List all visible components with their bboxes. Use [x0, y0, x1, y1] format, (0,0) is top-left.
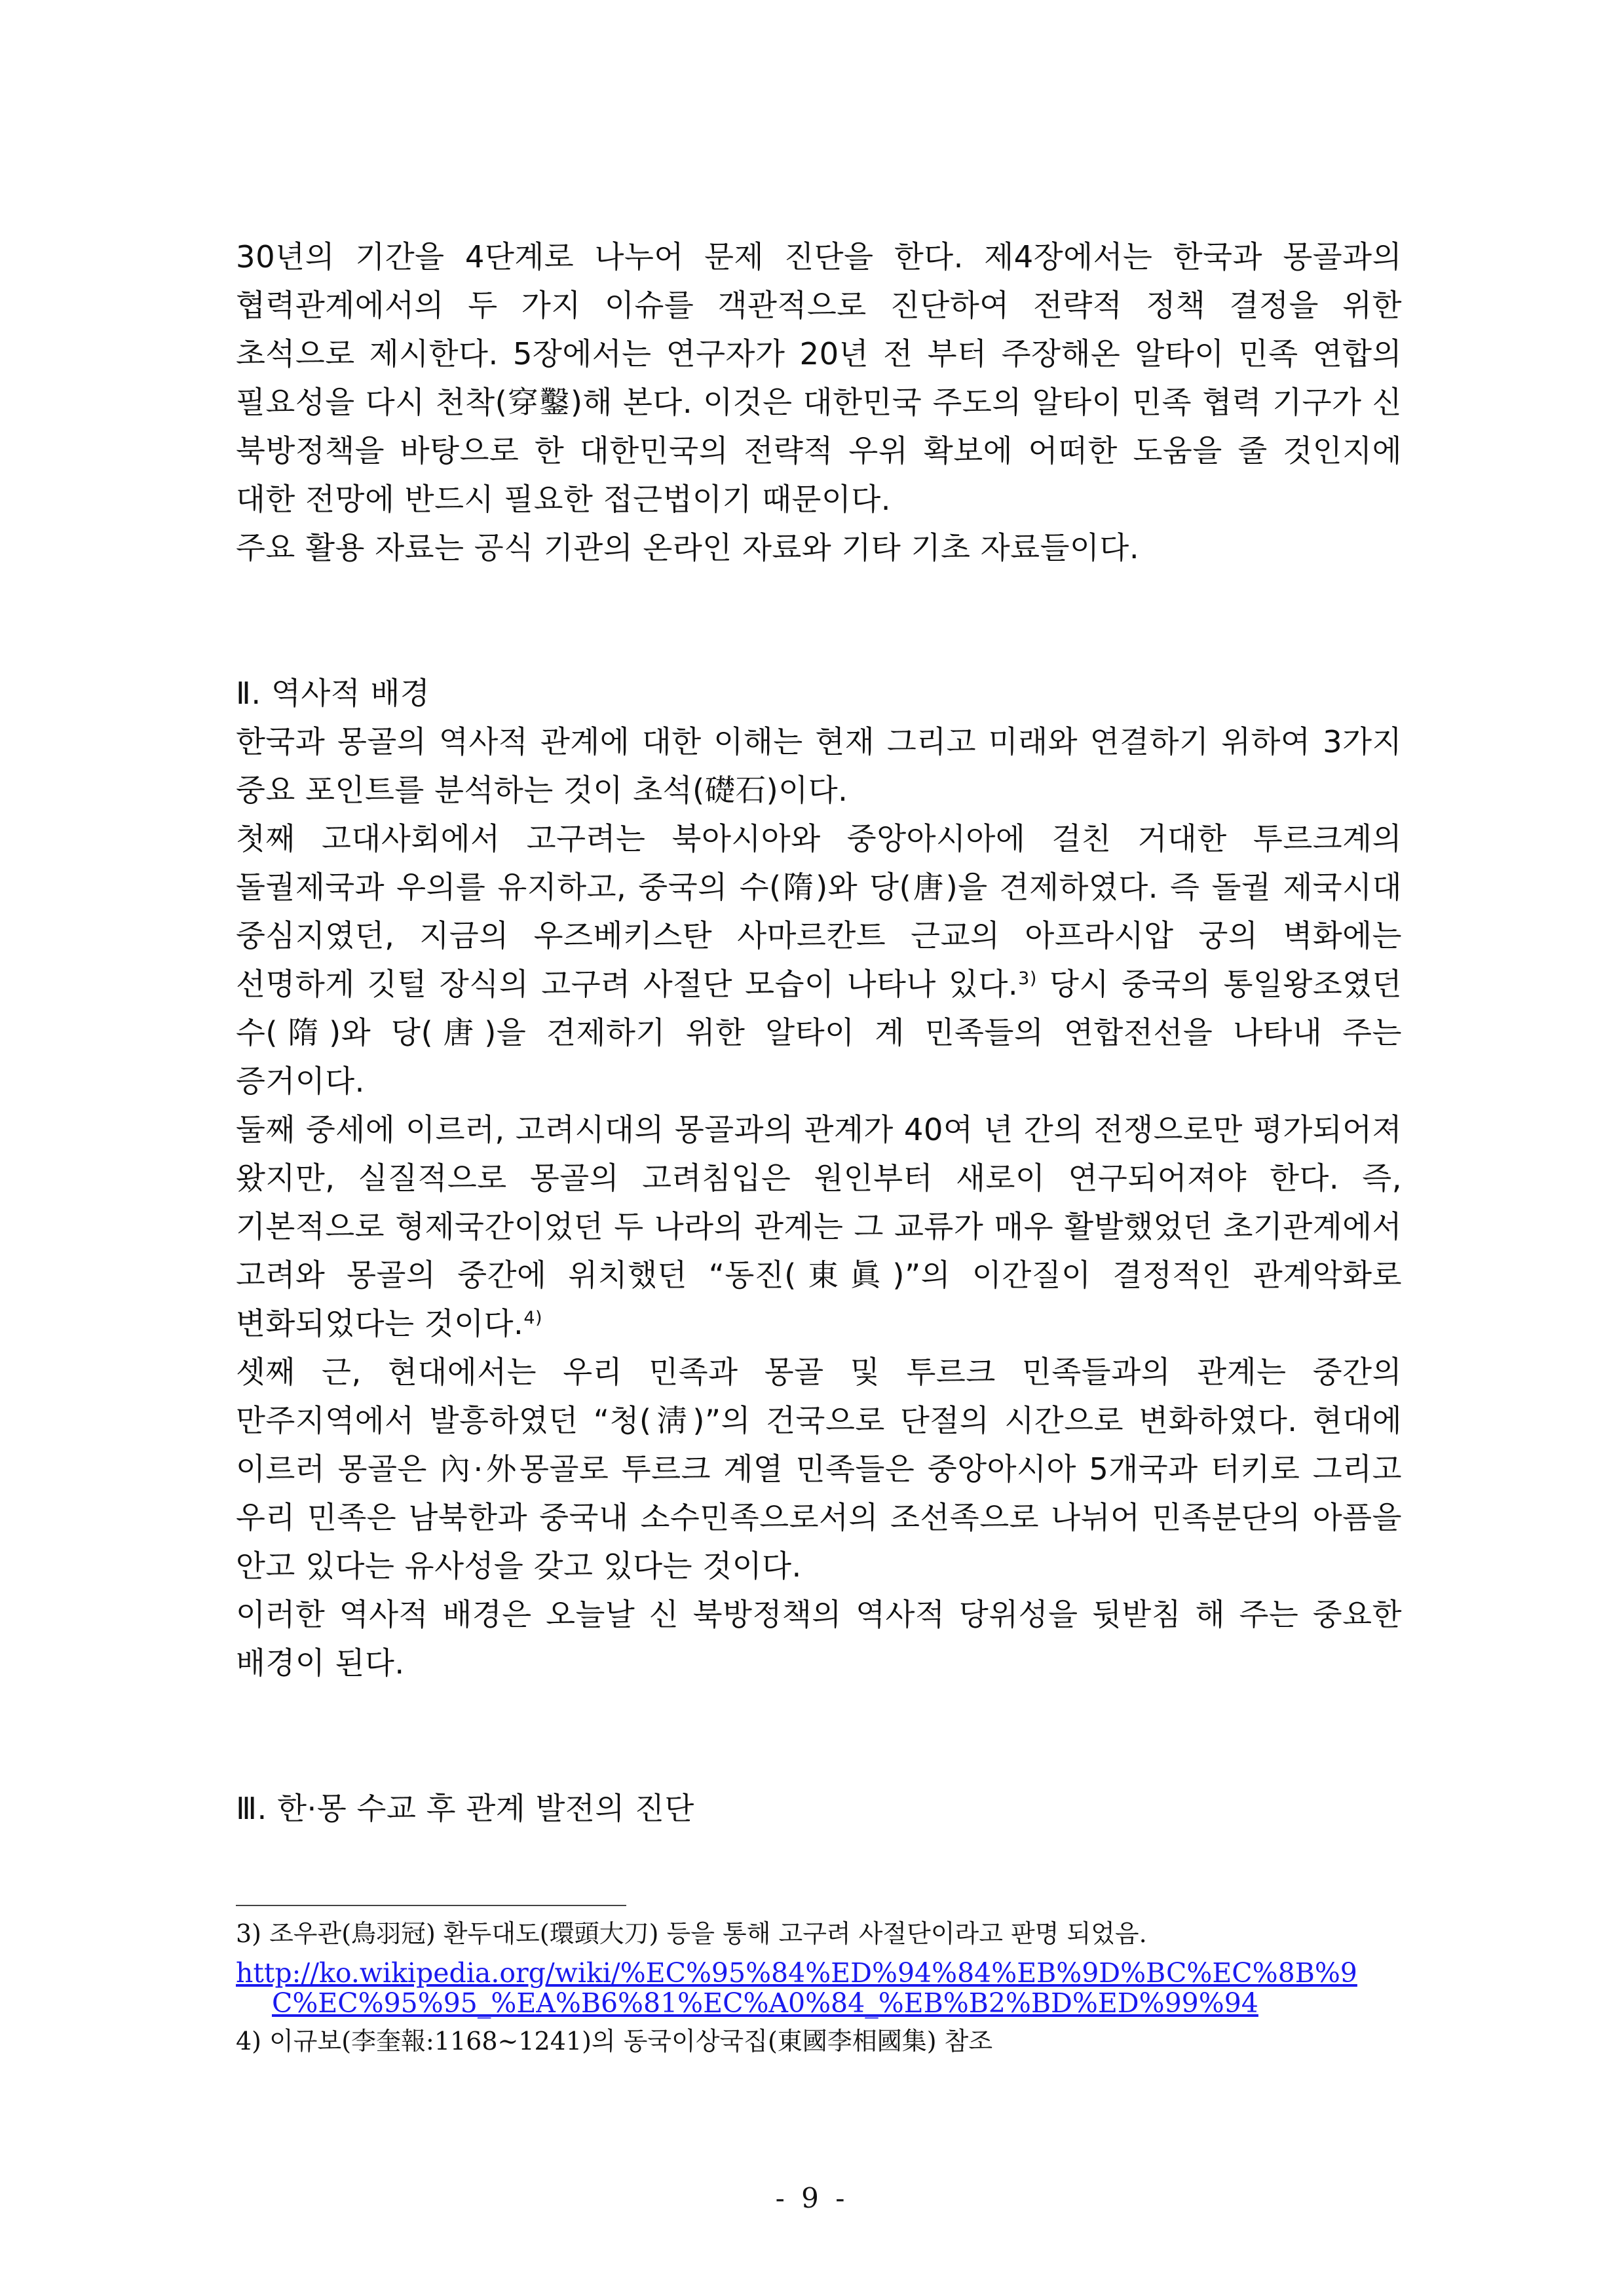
historical-point-2-paragraph: [236, 1105, 1402, 1348]
section-heading-historical-background: Ⅱ. 역사적 배경: [236, 676, 430, 711]
footnote-4-text: 4) 이규보(李奎報:1168~1241)의 동국이상국집(東國李相國集) 참조: [236, 2027, 993, 2056]
footnote-ref-3[interactable]: 3): [1018, 968, 1037, 989]
intro-paragraph-1: 30년의 기간을 4단계로 나누어 문제 진단을 한다. 제4장에서는 한국과 몽골과의 협력관계에서의 두 가지 이슈를 객관적으로 진단하여 전략적 정책 결정을 위한 초석으로 제시한다. 5장에서는 연구자가 20년 전 부터 주장해온 알타이 민족 연합의 필요성을 다시 천착(穿鑿)해 본다. 이것은 대한민국 주도의 알타이 민족 협력 기구가 신 북방정책을 바탕으로 한 대한민국의 전략적 우위 확보에 어떠한 도움을 줄 것인지에 대한 전망에 반드시 필요한 접근법이기 때문이다.: [236, 239, 1402, 517]
section-gap: [236, 572, 1402, 669]
section-gap: [236, 1687, 1402, 1784]
historical-point-1-text: 첫째 고대사회에서 고구려는 북아시아와 중앙아시아에 걸친 거대한 투르크계의 돌궐제국과 우의를 유지하고, 중국의 수(隋)와 당(唐)을 견제하였다. 즉 돌궐 제국시대 중심지였던, 지금의 우즈베키스탄 사마르칸트 근교의 아프라시압 궁의 벽화에는 선명하게 깃털 장식의 고구려 사절단 모습이 나타나 있다.: [236, 821, 1402, 1002]
page-number: - 9 -: [775, 2182, 849, 2214]
section-heading-diagnosis: Ⅲ. 한·몽 수교 후 관계 발전의 진단: [236, 1791, 694, 1826]
historical-point-1-paragraph: [236, 814, 1402, 1105]
footnotes: [236, 1916, 1402, 2059]
historical-point-1-continued: 당시 중국의 통일왕조였던 수(隋)와 당(唐)을 견제하기 위한 알타이 계 민족들의 연합전선을 나타내 주는 증거이다.: [236, 966, 1402, 1099]
document-body: [236, 233, 1402, 1833]
historical-point-2-text: 둘째 중세에 이르러, 고려시대의 몽골과의 관계가 40여 년 간의 전쟁으로만 평가되어져 왔지만, 실질적으로 몽골의 고려침입은 원인부터 새로이 연구되어져야 한다. 즉, 기본적으로 형제국간이었던 두 나라의 관계는 그 교류가 매우 활발했었던 초기관계에서 고려와 몽골의 중간에 위치했던 “동진(東眞)”의 이간질이 결정적인 관계악화로 변화되었다는 것이다.: [236, 1112, 1402, 1341]
historical-conclusion-paragraph: 이러한 역사적 배경은 오늘날 신 북방정책의 역사적 당위성을 뒷받침 해 주는 중요한 배경이 된다.: [236, 1597, 1402, 1681]
footnote-3-link[interactable]: http://ko.wikipedia.org/wiki/%EC%95%84%ED%94%84%EB%9D%BC%EC%8B%9C%EC%95%95_%EA%B6%81%EC%A0%84_%EB%B2%BD%ED%99%94: [236, 1957, 1357, 2019]
footnote-separator: [236, 1905, 626, 1906]
historical-intro-paragraph: 한국과 몽골의 역사적 관계에 대한 이해는 현재 그리고 미래와 연결하기 위하여 3가지 중요 포인트를 분석하는 것이 초석(礎石)이다.: [236, 724, 1402, 808]
intro-paragraph-2: 주요 활용 자료는 공식 기관의 온라인 자료와 기타 기초 자료들이다.: [236, 530, 1140, 565]
historical-point-3-paragraph: 셋째 근, 현대에서는 우리 민족과 몽골 및 투르크 민족들과의 관계는 중간의 만주지역에서 발흥하였던 “청(淸)”의 건국으로 단절의 시간으로 변화하였다. 현대에 이르러 몽골은 內·外몽골로 투르크 계열 민족들은 중앙아시아 5개국과 터키로 그리고 우리 민족은 남북한과 중국내 소수민족으로서의 조선족으로 나뉘어 민족분단의 아픔을 안고 있다는 유사성을 갖고 있다는 것이다.: [236, 1354, 1402, 1584]
footnote-ref-4[interactable]: 4): [523, 1308, 543, 1328]
footnote-3-text: 3) 조우관(鳥羽冠) 환두대도(環頭大刀) 등을 통해 고구려 사절단이라고 판명 되었음.: [236, 1919, 1147, 1948]
